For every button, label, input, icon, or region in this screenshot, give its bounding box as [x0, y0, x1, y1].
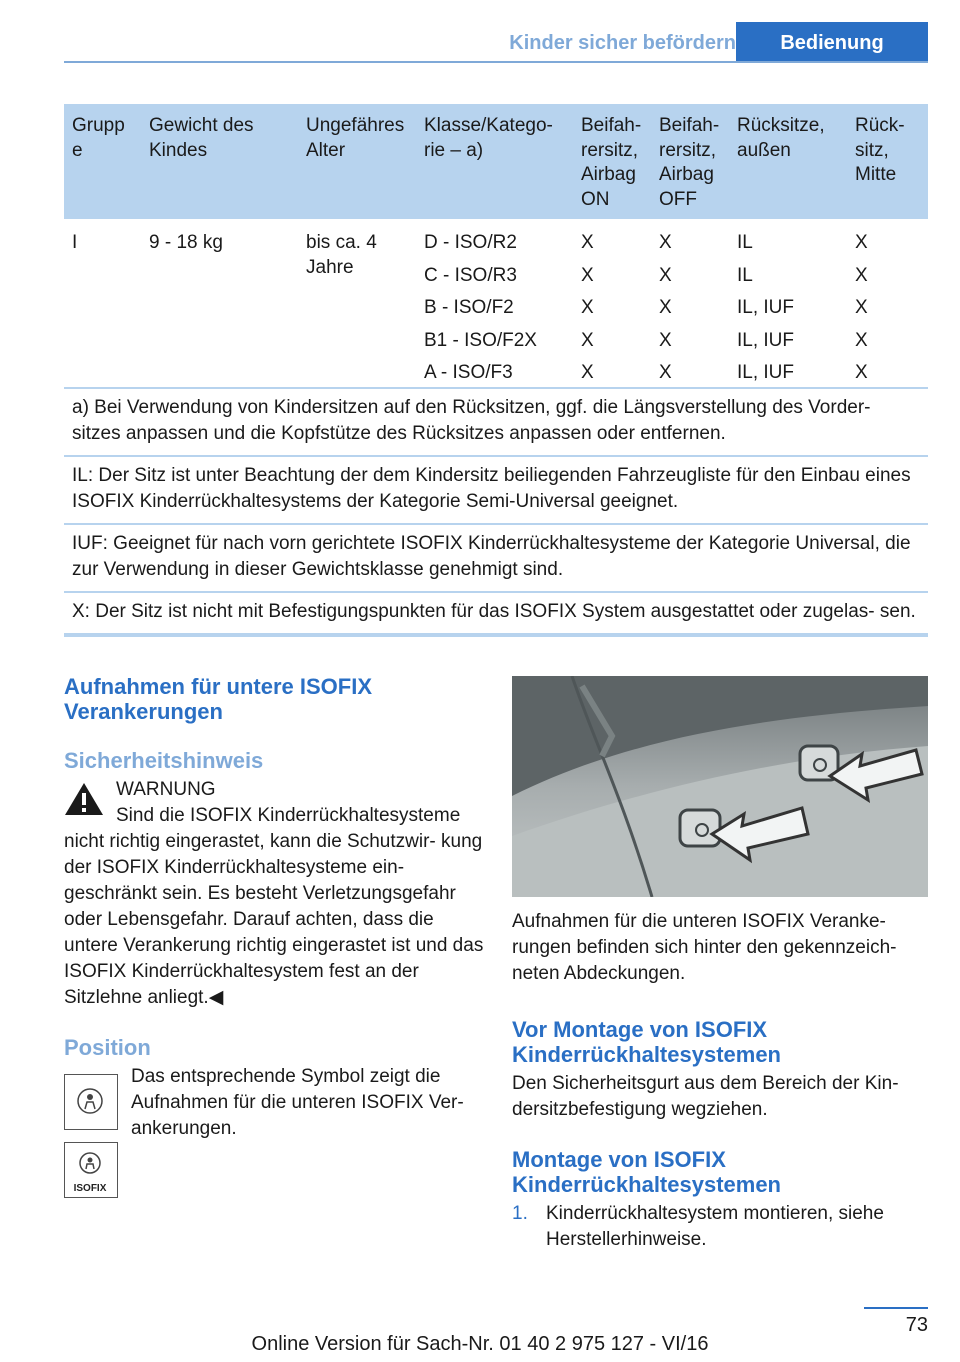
left-column — [64, 674, 484, 1212]
position-text: Das entsprechende Symbol zeigt die Aufnahmen für die unteren ISOFIX Ver‐ ankerungen. — [131, 1066, 464, 1139]
airbag-on-value: X — [581, 329, 594, 351]
rear-outer-value: IL, IUF — [737, 297, 795, 318]
table-note: X: Der Sitz ist nicht mit Befestigungspunkten für das ISOFIX System ausgestattet oder zugelas‐ sen. — [64, 593, 928, 637]
col-header-class: Klasse/Katego- rie – a) — [424, 115, 553, 161]
page-header — [0, 22, 960, 62]
rear-outer-value: IL, IUF — [737, 329, 795, 351]
section-heading-isofix-anchors: Aufnahmen für untere ISOFIX Verankerungen — [64, 674, 373, 724]
rear-outer-value: IL, IUF — [737, 362, 795, 383]
rear-center-value: X — [855, 362, 868, 383]
cell-airbag-off — [651, 219, 729, 387]
class-value: B1 - ISO/F2X — [424, 329, 537, 351]
right-column — [512, 676, 928, 1253]
rear-center-value: X — [855, 297, 868, 318]
position-heading: Position — [64, 1035, 151, 1060]
col-header-group: Grupp e — [72, 115, 125, 161]
table-row — [64, 219, 928, 389]
col-header-age: Ungefähres Alter — [306, 115, 405, 161]
airbag-on-value: X — [581, 297, 594, 318]
cell-age: bis ca. 4 Jahre — [306, 232, 377, 278]
mounting-heading: Montage von ISOFIX Kinderrückhaltesystemen — [512, 1147, 781, 1197]
page-number: 73 — [864, 1307, 928, 1335]
class-value: A - ISO/F3 — [424, 362, 513, 383]
child-seat-icon — [64, 1074, 118, 1130]
photo-caption: Aufnahmen für die unteren ISOFIX Veranke‐ rungen befinden sich hinter den gekennzeich‐ neten Abdeckungen. — [512, 911, 897, 984]
before-mounting-heading: Vor Montage von ISOFIX Kinderrückhaltesystemen — [512, 1017, 781, 1067]
cell-group: I — [72, 232, 78, 253]
rear-outer-value: IL — [737, 232, 753, 253]
cell-classes — [416, 219, 573, 387]
isofix-anchor-photo — [512, 676, 928, 897]
chapter-tab: Bedienung — [736, 22, 928, 62]
warning-text-first: Sind die ISOFIX Kinderrückhaltesysteme — [116, 805, 461, 826]
col-header-rear-outer: Rücksitze, außen — [737, 115, 825, 161]
class-value: B - ISO/F2 — [424, 297, 514, 318]
rear-outer-value: IL — [737, 264, 753, 286]
before-mounting-text: Den Sicherheitsgurt aus dem Bereich der Kin‐ dersitzbefestigung wegziehen. — [512, 1073, 899, 1120]
rear-center-value: X — [855, 264, 868, 286]
table-header-row — [64, 104, 928, 219]
position-block — [64, 1062, 484, 1212]
warning-text: nicht richtig eingerastet, kann die Schutzwir‐ kung der ISOFIX Kinderrückhaltesysteme ein‐ geschränkt sein. Es besteht Verletzungsgefahr oder Lebensgefahr. Darauf achten, dass die untere Verankerung richtig eingerastet ist und das ISOFIX Kinderrückhaltesystem fest an der Sitzlehne anliegt.◀ — [64, 831, 484, 1008]
isofix-table — [64, 104, 928, 637]
isofix-child-seat-icon — [64, 1142, 118, 1198]
table-note: IUF: Geeignet für nach vorn gerichtete ISOFIX Kinderrückhaltesysteme der Kategorie Universal, die zur Verwendung in dieser Gewichtsklasse genehmigt sind. — [64, 525, 928, 593]
rear-center-value: X — [855, 232, 868, 253]
step-text: Kinderrückhaltesystem montieren, siehe Herstellerhinweise. — [546, 1203, 884, 1250]
airbag-off-value: X — [659, 329, 672, 351]
airbag-off-value: X — [659, 297, 672, 318]
table-note: a) Bei Verwendung von Kindersitzen auf den Rücksitzen, ggf. die Längsverstellung des Vorder- sitzes anpassen und die Kopfstütze des Rücksitzes anpassen oder entfernen. — [64, 389, 928, 457]
col-header-rear-center: Rück- sitz, Mitte — [855, 115, 905, 185]
cell-rear-outer — [729, 219, 847, 387]
warning-triangle-icon — [64, 781, 104, 817]
table-note: IL: Der Sitz ist unter Beachtung der dem Kindersitz beiliegenden Fahrzeugliste für den Einbau eines ISOFIX Kinderrückhaltesystems der Kategorie Semi‑Universal geeignet. — [64, 457, 928, 525]
airbag-off-value: X — [659, 264, 672, 286]
airbag-on-value: X — [581, 362, 594, 383]
airbag-off-value: X — [659, 362, 672, 383]
warning-label: WARNUNG — [116, 779, 216, 800]
airbag-on-value: X — [581, 264, 594, 286]
cell-airbag-on — [573, 219, 651, 387]
safety-heading: Sicherheitshinweis — [64, 748, 264, 773]
airbag-on-value: X — [581, 232, 594, 253]
warning-block — [64, 777, 484, 1011]
col-header-weight: Gewicht des Kindes — [149, 115, 254, 161]
section-title: Kinder sicher befördern — [509, 32, 736, 54]
isofix-icon-label: ISOFIX — [73, 1183, 107, 1194]
col-header-airbag-off: Beifah- rersitz, Airbag OFF — [659, 115, 720, 210]
cell-rear-center — [847, 219, 928, 387]
rear-center-value: X — [855, 329, 868, 351]
cell-weight: 9 - 18 kg — [149, 232, 223, 253]
header-rule — [64, 61, 928, 63]
step-number: 1. — [512, 1203, 528, 1224]
col-header-airbag-on: Beifah- rersitz, Airbag ON — [581, 115, 642, 210]
online-version-note: Online Version für Sach-Nr. 01 40 2 975 127 - VI/16 — [251, 1333, 709, 1355]
class-value: D - ISO/R2 — [424, 232, 517, 253]
airbag-off-value: X — [659, 232, 672, 253]
class-value: C - ISO/R3 — [424, 264, 517, 286]
list-item — [512, 1201, 928, 1253]
